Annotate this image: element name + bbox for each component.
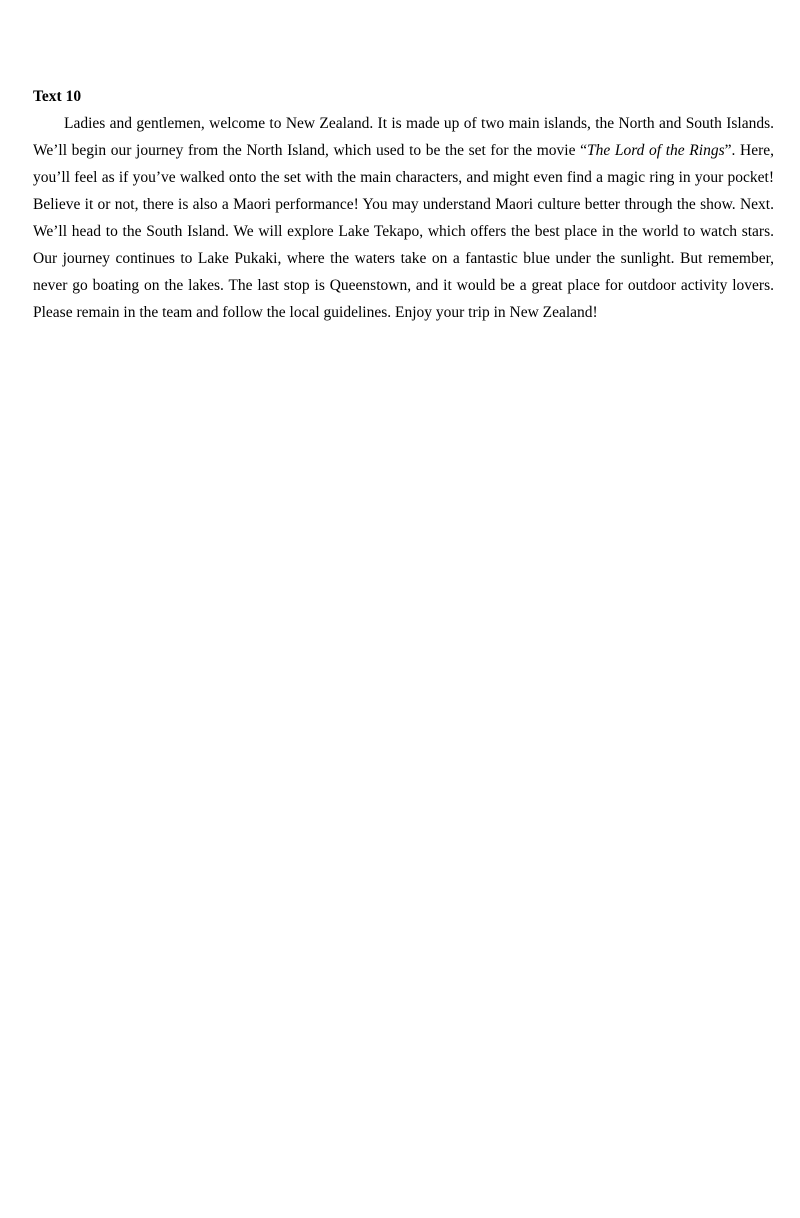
movie-title: The Lord of the Rings [586, 142, 725, 159]
paragraph-text-end: ”. Here, you’ll feel as if you’ve walked onto the set with the main characters, and might even find a magic ring in your pocket! Believe it or not, there is also a Maori performance! You may understand Maori culture better through the show. Next. We’ll head to the South Island. We will explore Lake Tekapo, which offers the best place in the world to watch stars. Our journey continues to Lake Pukaki, where the waters take on a fantastic blue under the sunlight. But remember, never go boating on the lakes. The last stop is Queenstown, and it would be a great place for outdoor activity lovers. Please remain in the team and follow the local guidelines. Enjoy your trip in New Zealand! [33, 142, 774, 321]
body-paragraph [33, 110, 774, 326]
document-content [33, 84, 774, 326]
paragraph-text-start: Ladies and gentlemen, welcome to New Zealand. It is made up of two main islands, the North and South Islands. We’ll begin our journey from the North Island, which used to be the set for the movie “ [33, 115, 774, 159]
section-heading: Text 10 [33, 88, 82, 105]
